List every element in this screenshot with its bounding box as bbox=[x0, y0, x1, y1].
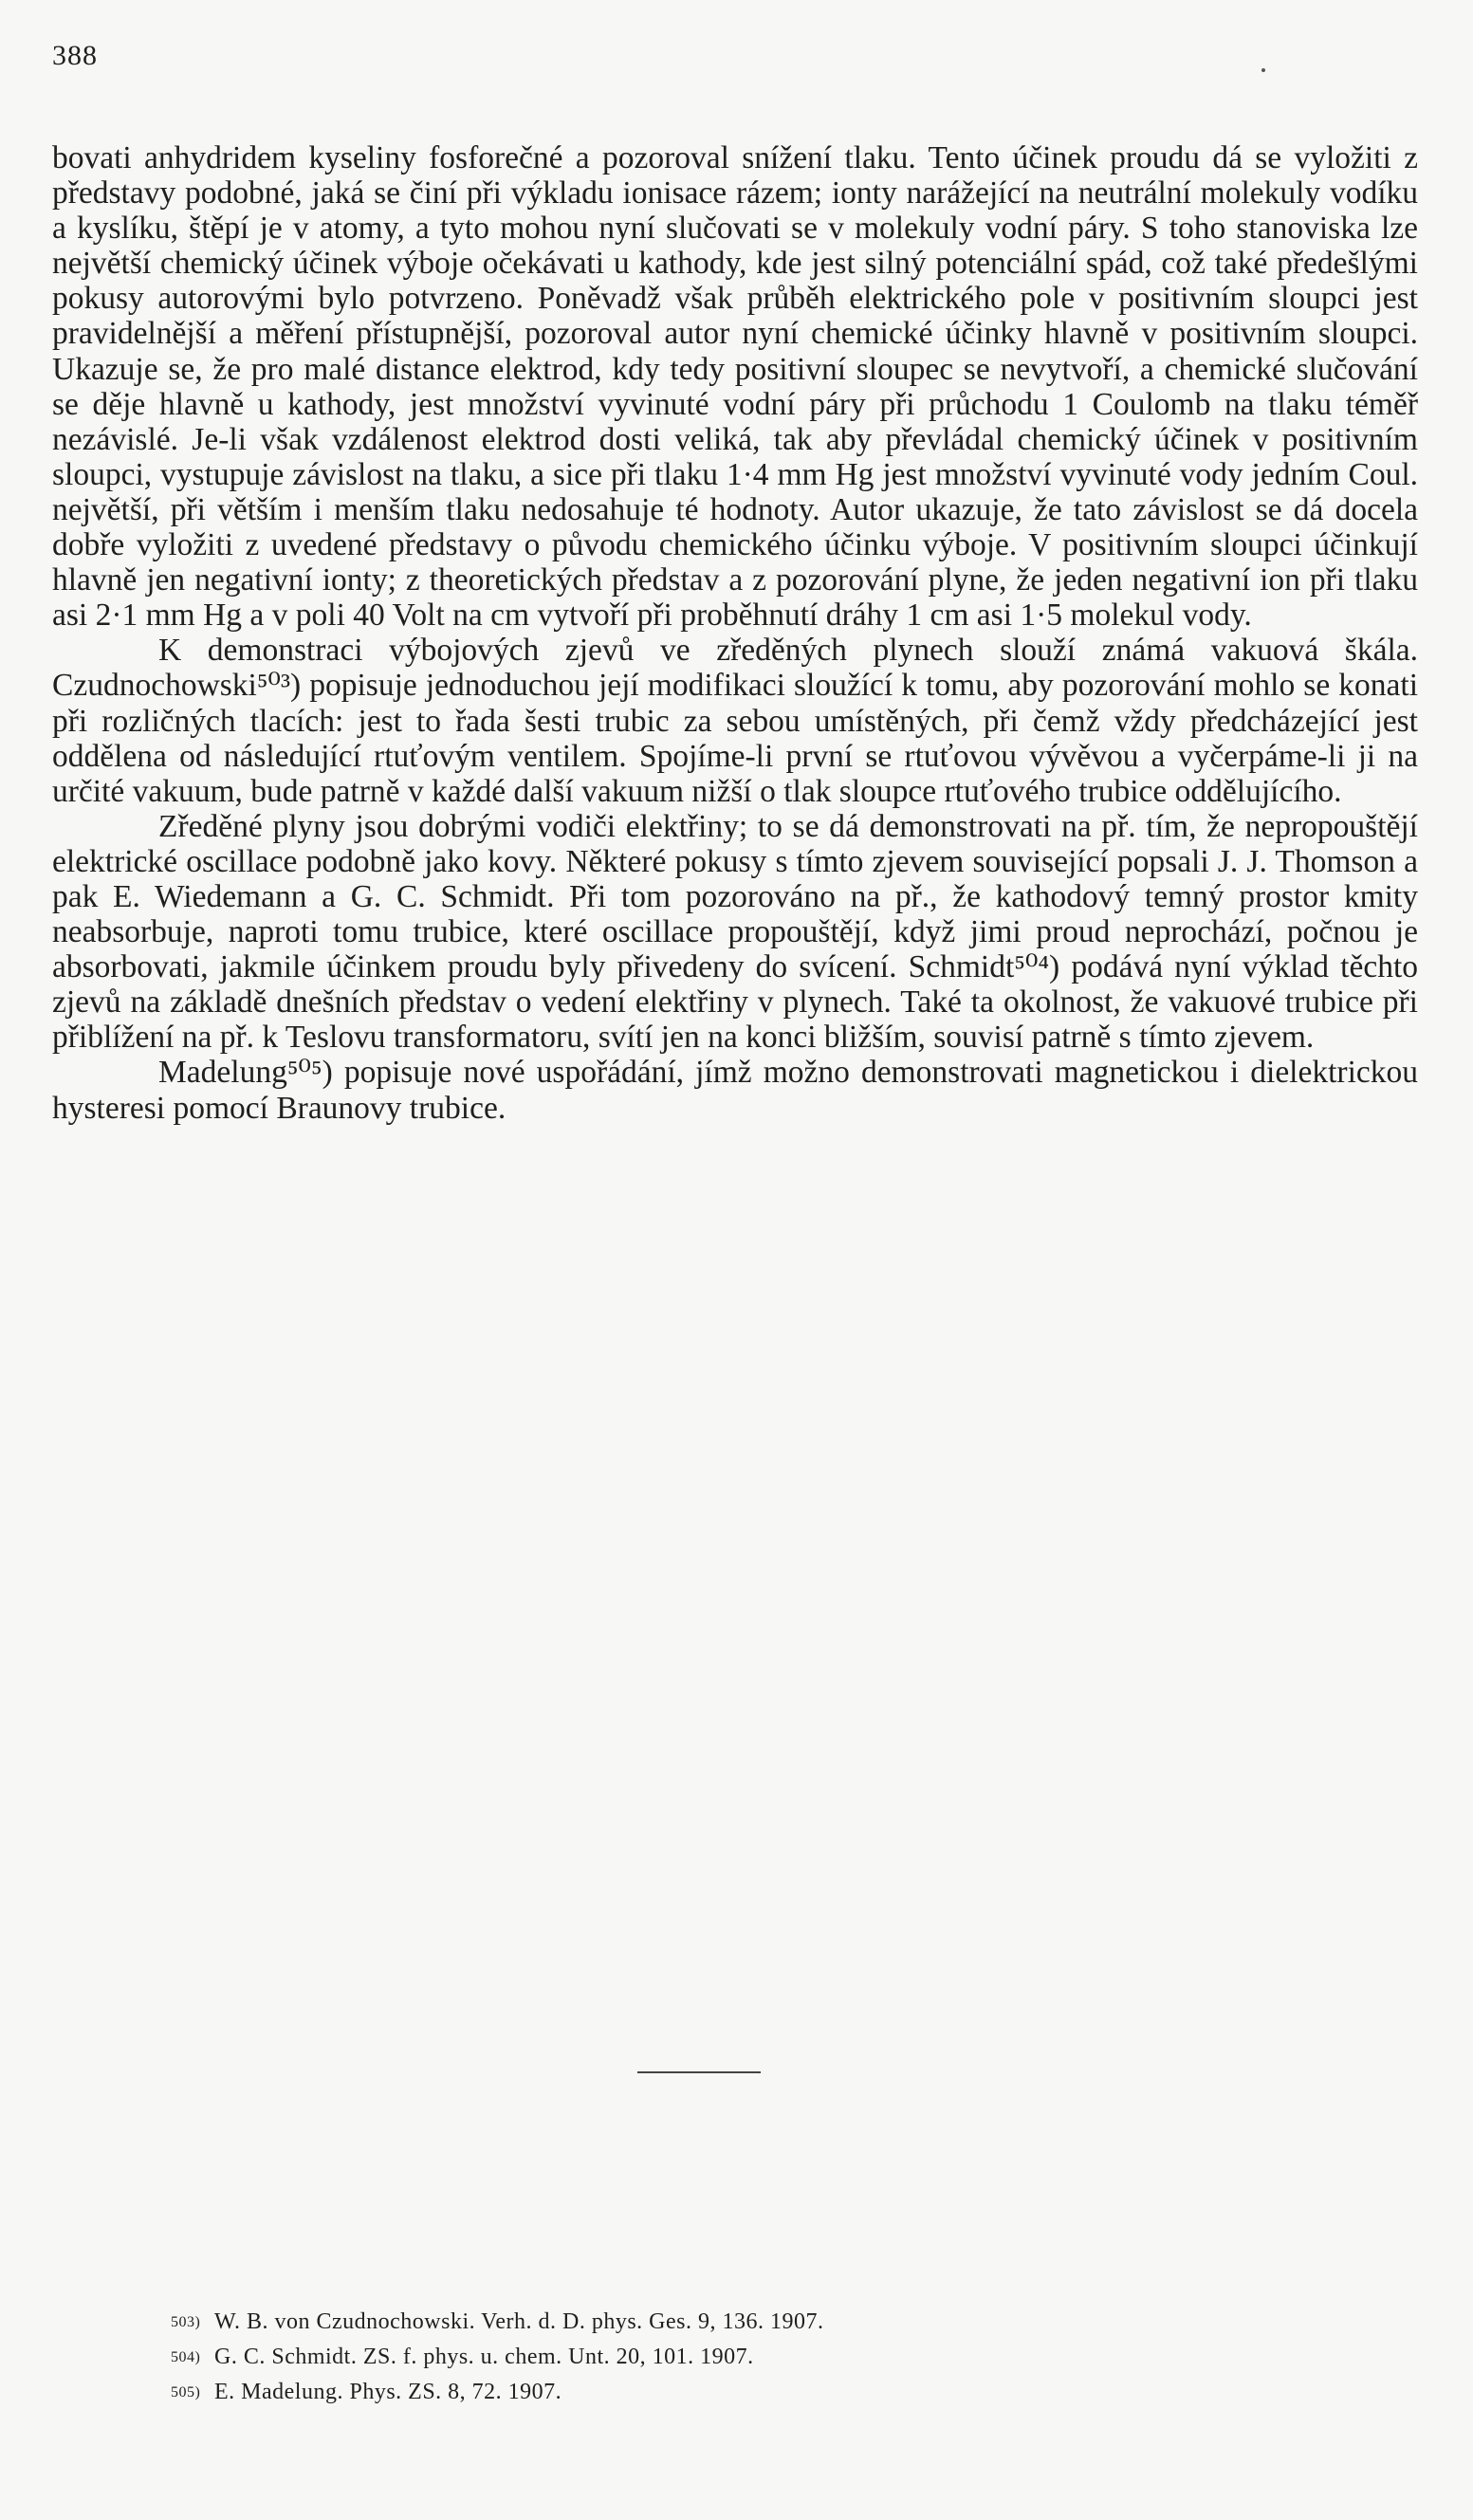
footnote bbox=[171, 2375, 1423, 2410]
footnote-text: E. Madelung. Phys. ZS. 8, 72. 1907. bbox=[214, 2380, 562, 2404]
footnote-number: 505) bbox=[171, 2384, 201, 2400]
section-divider bbox=[637, 2071, 761, 2073]
footnote-text: W. B. von Czudnochowski. Verh. d. D. phys. Ges. 9, 136. 1907. bbox=[214, 2309, 824, 2334]
body-text bbox=[52, 140, 1418, 1126]
page-number: 388 bbox=[52, 40, 98, 71]
paragraph-3: Zředěné plyny jsou dobrými vodiči elektřiny; to se dá demonstrovati na př. tím, že nepropouštějí elektrické oscillace podobně jako kovy. Některé pokusy s tímto zjevem související popsali J. J. Thomson a pak E. Wiedemann a G. C. Schmidt. Při tom pozorováno na př., že kathodový temný prostor kmity neabsorbuje, naproti tomu trubice, které oscillace propouštějí, když jimi proud neprochází, počnou je absorbovati, jakmile účinkem proudu byly přivedeny do svícení. Schmidt⁵⁰⁴) podává nyní výklad těchto zjevů na základě dnešních představ o vedení elektřiny v plynech. Také ta okolnost, že vakuové trubice při přiblížení na př. k Teslovu transformatoru, svítí jen na konci bližším, souvisí patrně s tímto zjevem. bbox=[52, 808, 1418, 1056]
footnote-number: 504) bbox=[171, 2349, 201, 2365]
ink-speck bbox=[1261, 68, 1265, 72]
paragraph-2: K demonstraci výbojových zjevů ve zředěných plynech slouží známá vakuová škála. Czudnochowski⁵⁰³) popisuje jednoduchou její modifikaci sloužící k tomu, aby pozorování mohlo se konati při rozličných tlacích: jest to řada šesti trubic za sebou umístěných, při čemž vždy předcházející jest oddělena od následující rtuťovým ventilem. Spojíme-li první se rtuťovou vývěvou a vyčerpáme-li ji na určité vakuum, bude patrně v každé další vakuum nižší o tlak sloupce rtuťového trubice oddělujícího. bbox=[52, 633, 1418, 809]
paragraph-1: bovati anhydridem kyseliny fosforečné a pozoroval snížení tlaku. Tento účinek proudu dá se vyložiti z představy podobné, jaká se činí při výkladu ionisace rázem; ionty narážející na neutrální molekuly vodíku a kyslíku, štěpí je v atomy, a tyto mohou nyní slučovati se v molekuly vodní páry. S toho stanoviska lze největší chemický účinek výboje očekávati u kathody, kde jest silný potenciální spád, což také předešlými pokusy autorovými bylo potvrzeno. Poněvadž však průběh elektrického pole v positivním sloupci jest pravidelnější a měření přístupnější, pozoroval autor nyní chemické účinky hlavně v positivním sloupci. Ukazuje se, že pro malé distance elektrod, kdy tedy positivní sloupec se nevytvoří, a chemické slučování se děje hlavně u kathody, jest množství vyvinuté vodní páry při průchodu 1 Coulomb na tlaku téměř nezávislé. Je-li však vzdálenost elektrod dosti veliká, tak aby převládal chemický účinek v positivním sloupci, vystupuje závislost na tlaku, a sice při tlaku 1·4 mm Hg jest množství vyvinuté vody jedním Coul. největší, při větším i menším tlaku nedosahuje té hodnoty. Autor ukazuje, že tato závislost se dá docela dobře vyložiti z uvedené představy o původu chemického účinku výboje. V positivním sloupci účinkují hlavně jen negativní ionty; z theoretických představ a z pozorování plyne, že jeden negativní ion při tlaku asi 2·1 mm Hg a v poli 40 Volt na cm vytvoří při proběhnutí dráhy 1 cm asi 1·5 molekul vody. bbox=[52, 140, 1418, 634]
footnote-number: 503) bbox=[171, 2314, 201, 2330]
footnote bbox=[171, 2340, 1423, 2375]
paragraph-4: Madelung⁵⁰⁵) popisuje nové uspořádání, jímž možno demonstrovati magnetickou i dielektrickou hysteresi pomocí Braunovy trubice. bbox=[52, 1055, 1418, 1126]
footnote bbox=[171, 2305, 1423, 2340]
footnotes bbox=[171, 2305, 1423, 2410]
footnote-text: G. C. Schmidt. ZS. f. phys. u. chem. Unt. 20, 101. 1907. bbox=[214, 2345, 754, 2369]
